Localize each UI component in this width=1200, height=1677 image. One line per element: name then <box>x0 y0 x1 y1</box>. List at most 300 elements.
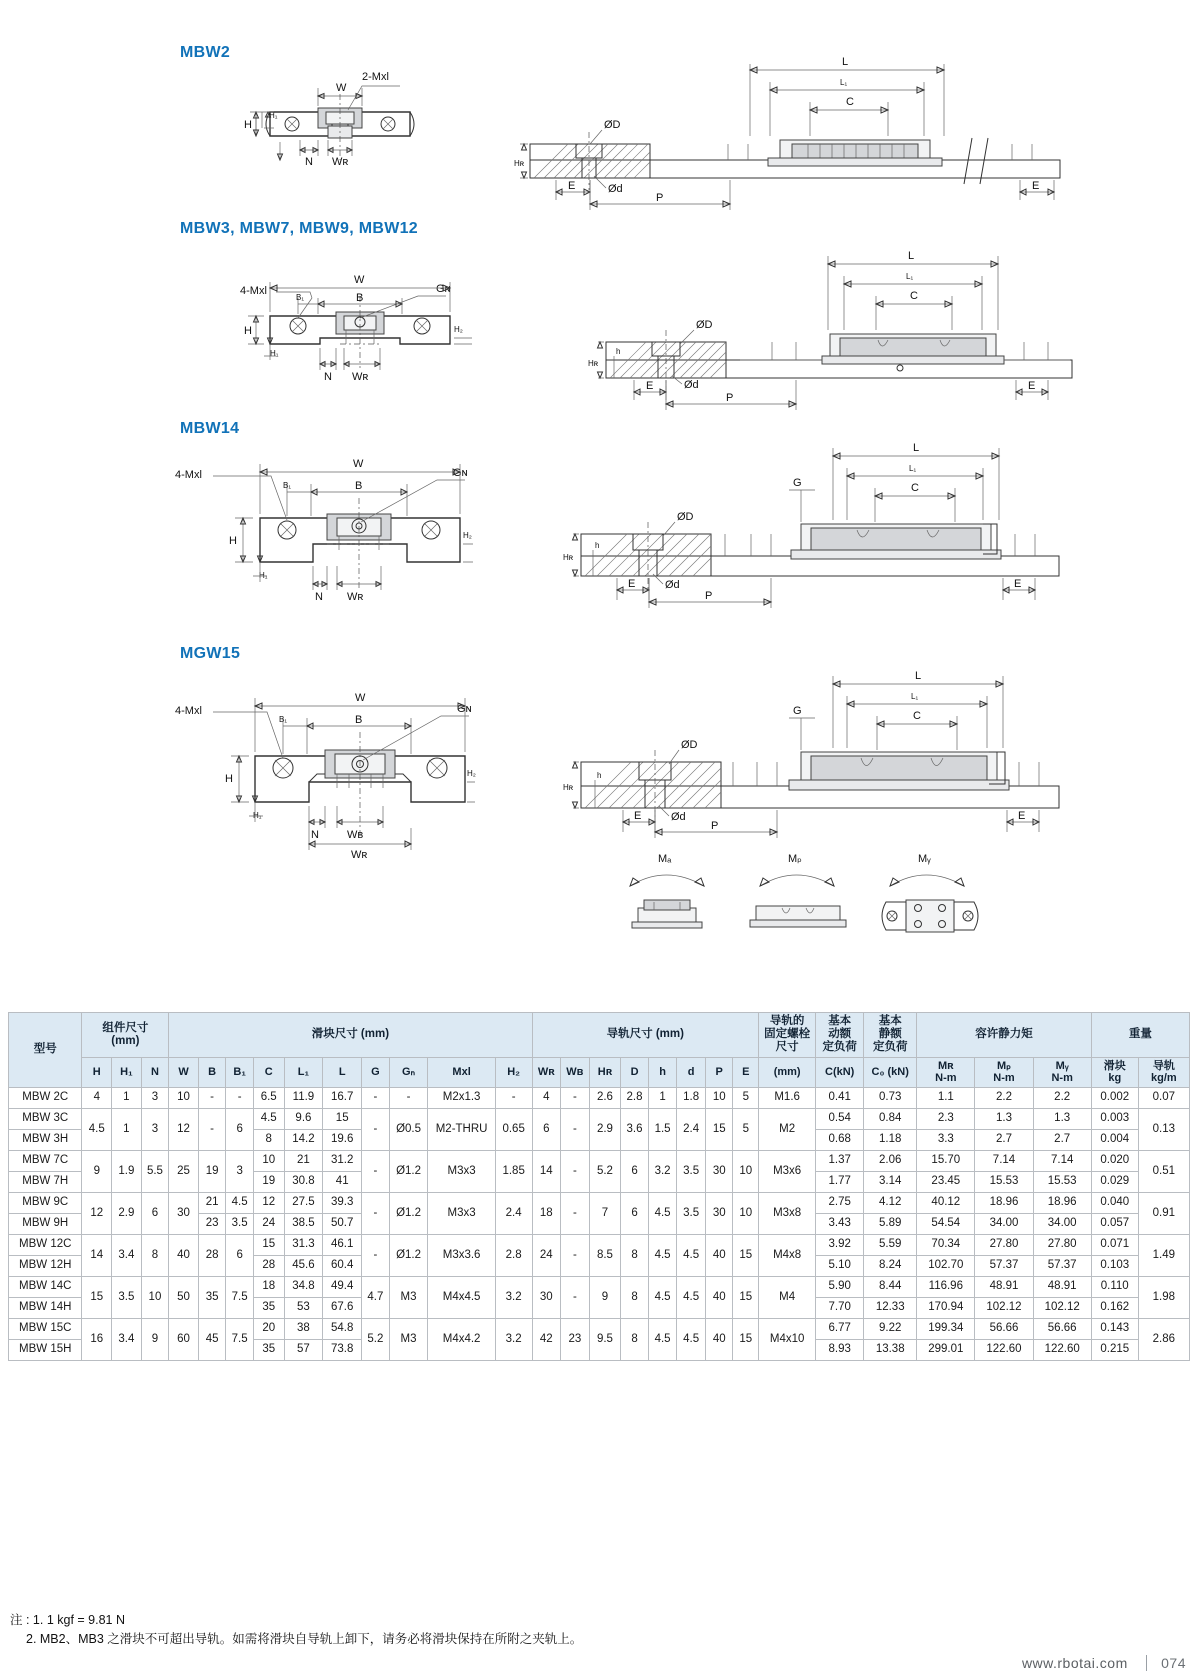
table-group-header-row <box>9 1013 1190 1058</box>
svg-text:E: E <box>1018 810 1026 822</box>
mgw15-side-view <box>563 660 1075 840</box>
th-H: H <box>82 1057 112 1087</box>
th-rail: 导轨尺寸 (mm) <box>532 1013 759 1058</box>
svg-text:H: H <box>229 535 237 547</box>
cell-weight-block: 0.162 <box>1091 1297 1138 1318</box>
cell-MP: 1.3 <box>975 1108 1033 1129</box>
cell-weight-block: 0.103 <box>1091 1255 1138 1276</box>
cell-WB: - <box>561 1087 590 1108</box>
cell-E: 10 <box>733 1150 759 1192</box>
cell-MY: 15.53 <box>1033 1171 1091 1192</box>
cell-bolt: M1.6 <box>759 1087 816 1108</box>
svg-text:Wʀ: Wʀ <box>347 591 364 603</box>
cell-G: - <box>362 1108 390 1150</box>
cell-weight-rail: 1.49 <box>1138 1234 1189 1276</box>
cell-Gn: Ø1.2 <box>389 1234 428 1276</box>
cell-bolt: M3x6 <box>759 1150 816 1192</box>
cell-N: 8 <box>141 1234 169 1276</box>
cell-P: 40 <box>705 1234 733 1276</box>
svg-text:L: L <box>842 56 849 68</box>
svg-text:N: N <box>324 371 332 383</box>
cell-D: 8 <box>621 1318 649 1360</box>
cell-P: 10 <box>705 1087 733 1108</box>
svg-text:L: L <box>915 670 922 682</box>
svg-text:H₁: H₁ <box>259 571 268 580</box>
svg-text:4-Mxl: 4-Mxl <box>175 705 202 717</box>
cell-MP: 56.66 <box>975 1318 1033 1339</box>
svg-text:G: G <box>793 705 802 717</box>
note-line-1: 注 : 1. 1 kgf = 9.81 N <box>10 1613 125 1627</box>
cell-bolt: M3x8 <box>759 1192 816 1234</box>
cell-MR: 170.94 <box>917 1297 975 1318</box>
cell-C-kN: 6.77 <box>816 1318 864 1339</box>
footer-page-number: 074 <box>1146 1655 1186 1671</box>
th-d: d <box>677 1057 706 1087</box>
cell-N: 3 <box>141 1108 169 1150</box>
cell-L: 31.2 <box>323 1150 362 1171</box>
cell-W: 60 <box>169 1318 199 1360</box>
cell-MR: 1.1 <box>917 1087 975 1108</box>
cell-model: MBW 9H <box>9 1213 82 1234</box>
cell-L: 67.6 <box>323 1297 362 1318</box>
note-line-2: 2. MB2、MB3 之滑块不可超出导轨。如需将滑块自导轨上卸下，请务必将滑块保持在所附之夹轨上。 <box>26 1632 583 1647</box>
table-row <box>9 1192 1190 1213</box>
cell-C: 15 <box>253 1234 284 1255</box>
cell-H1: 2.9 <box>112 1192 142 1234</box>
cell-WB: - <box>561 1192 590 1234</box>
cell-Gn: - <box>389 1087 428 1108</box>
cell-C: 28 <box>253 1255 284 1276</box>
cell-MP: 18.96 <box>975 1192 1033 1213</box>
table-notes <box>10 1611 582 1650</box>
svg-text:H: H <box>244 325 252 337</box>
svg-text:E: E <box>628 578 636 590</box>
svg-text:L₁: L₁ <box>840 78 848 87</box>
cell-B1: 4.5 <box>226 1192 254 1213</box>
cell-H: 16 <box>82 1318 112 1360</box>
cell-E: 5 <box>733 1108 759 1150</box>
cell-H2: 3.2 <box>495 1276 532 1318</box>
cell-d: 3.5 <box>677 1150 706 1192</box>
cell-L1: 30.8 <box>284 1171 323 1192</box>
cell-MP: 57.37 <box>975 1255 1033 1276</box>
cell-C0-kN: 3.14 <box>864 1171 917 1192</box>
cell-weight-block: 0.004 <box>1091 1129 1138 1150</box>
svg-text:L: L <box>908 250 915 262</box>
cell-N: 3 <box>141 1087 169 1108</box>
cell-WB: 23 <box>561 1318 590 1360</box>
cell-MR: 102.70 <box>917 1255 975 1276</box>
svg-text:N: N <box>305 156 313 168</box>
cell-C-kN: 1.37 <box>816 1150 864 1171</box>
cell-L: 60.4 <box>323 1255 362 1276</box>
svg-text:B₁: B₁ <box>296 293 305 302</box>
svg-text:B: B <box>355 714 363 726</box>
series-title-mbw2: MBW2 <box>180 44 231 61</box>
cell-G: - <box>362 1192 390 1234</box>
series-title-mbw14: MBW14 <box>180 420 240 437</box>
cell-model: MBW 12H <box>9 1255 82 1276</box>
cell-H1: 3.4 <box>112 1318 142 1360</box>
cell-weight-block: 0.029 <box>1091 1171 1138 1192</box>
cell-model: MBW 9C <box>9 1192 82 1213</box>
cell-D: 3.6 <box>621 1108 649 1150</box>
cell-weight-rail: 0.13 <box>1138 1108 1189 1150</box>
cell-B1: - <box>226 1087 254 1108</box>
cell-H2: 3.2 <box>495 1318 532 1360</box>
cell-L: 49.4 <box>323 1276 362 1297</box>
th-assembly: 组件尺寸 (mm) <box>82 1013 169 1058</box>
cell-WR: 6 <box>532 1108 561 1150</box>
cell-MP: 15.53 <box>975 1171 1033 1192</box>
mbw14-side-view <box>563 430 1075 610</box>
cell-bolt: M2 <box>759 1108 816 1150</box>
th-L: L <box>323 1057 362 1087</box>
cell-HR: 7 <box>589 1192 621 1234</box>
svg-text:P: P <box>656 192 664 204</box>
svg-text:L₁: L₁ <box>911 692 919 701</box>
cell-H1: 1 <box>112 1087 142 1108</box>
moment-label-mp: Mₚ <box>788 853 802 865</box>
cell-MY: 27.80 <box>1033 1234 1091 1255</box>
cell-L1: 27.5 <box>284 1192 323 1213</box>
th-D: D <box>621 1057 649 1087</box>
th-WR: Wʀ <box>532 1057 561 1087</box>
svg-text:B: B <box>356 292 364 304</box>
svg-text:Hʀ: Hʀ <box>563 783 574 792</box>
svg-text:N: N <box>315 591 323 603</box>
svg-text:H₂: H₂ <box>454 325 463 334</box>
th-weight: 重量 <box>1091 1013 1189 1058</box>
cell-HR: 2.9 <box>589 1108 621 1150</box>
cell-MY: 57.37 <box>1033 1255 1091 1276</box>
cell-B1: 7.5 <box>226 1276 254 1318</box>
series-title-mgw15: MGW15 <box>180 645 241 662</box>
cell-G: - <box>362 1234 390 1276</box>
cell-MR: 23.45 <box>917 1171 975 1192</box>
svg-text:Ød: Ød <box>671 811 686 823</box>
cell-MP: 27.80 <box>975 1234 1033 1255</box>
svg-text:E: E <box>1014 578 1022 590</box>
svg-text:2-Mxl: 2-Mxl <box>362 71 389 83</box>
cell-C: 35 <box>253 1339 284 1360</box>
cell-L1: 21 <box>284 1150 323 1171</box>
cell-weight-block: 0.071 <box>1091 1234 1138 1255</box>
cell-W: 12 <box>169 1108 199 1150</box>
cell-G: - <box>362 1087 390 1108</box>
svg-text:W: W <box>336 82 347 94</box>
mbw14-front-view <box>175 440 475 610</box>
th-bolt: 导轨的 固定螺栓 尺寸 <box>759 1013 816 1058</box>
cell-L1: 53 <box>284 1297 323 1318</box>
cell-h: 4.5 <box>648 1234 677 1276</box>
cell-P: 40 <box>705 1276 733 1318</box>
svg-text:ØD: ØD <box>696 319 713 331</box>
cell-D: 6 <box>621 1192 649 1234</box>
cell-W: 50 <box>169 1276 199 1318</box>
svg-text:W: W <box>355 692 366 704</box>
cell-HR: 2.6 <box>589 1087 621 1108</box>
svg-text:Hʀ: Hʀ <box>588 359 599 368</box>
svg-text:E: E <box>646 380 654 392</box>
cell-Mxl: M4x4.2 <box>428 1318 495 1360</box>
svg-text:L₁: L₁ <box>906 272 914 281</box>
moment-label-ma: Mₐ <box>658 853 672 865</box>
svg-text:ØD: ØD <box>677 511 694 523</box>
cell-Mxl: M3x3 <box>428 1192 495 1234</box>
page-footer <box>1022 1655 1186 1671</box>
table-row <box>9 1318 1190 1339</box>
cell-E: 5 <box>733 1087 759 1108</box>
cell-W: 40 <box>169 1234 199 1276</box>
cell-G: - <box>362 1150 390 1192</box>
cell-C0-kN: 1.18 <box>864 1129 917 1150</box>
svg-text:4-Mxl: 4-Mxl <box>240 285 267 297</box>
cell-L: 46.1 <box>323 1234 362 1255</box>
cell-model: MBW 15H <box>9 1339 82 1360</box>
cell-Gn: M3 <box>389 1276 428 1318</box>
cell-h: 4.5 <box>648 1276 677 1318</box>
svg-text:P: P <box>705 590 713 602</box>
cell-model: MBW 2C <box>9 1087 82 1108</box>
svg-text:Ød: Ød <box>665 579 680 591</box>
cell-MY: 18.96 <box>1033 1192 1091 1213</box>
cell-WB: - <box>561 1276 590 1318</box>
cell-d: 3.5 <box>677 1192 706 1234</box>
svg-text:H: H <box>244 119 252 131</box>
cell-L1: 31.3 <box>284 1234 323 1255</box>
th-C-kN: C(kN) <box>816 1057 864 1087</box>
spec-table <box>8 1012 1190 1361</box>
cell-weight-block: 0.020 <box>1091 1150 1138 1171</box>
svg-text:N: N <box>311 829 319 841</box>
cell-WR: 4 <box>532 1087 561 1108</box>
series-title-mbw3: MBW3, MBW7, MBW9, MBW12 <box>180 220 419 237</box>
cell-weight-block: 0.110 <box>1091 1276 1138 1297</box>
cell-L: 19.6 <box>323 1129 362 1150</box>
th-h: h <box>648 1057 677 1087</box>
cell-MY: 122.60 <box>1033 1339 1091 1360</box>
svg-text:H₁: H₁ <box>269 111 278 120</box>
th-moment: 容许静力矩 <box>917 1013 1092 1058</box>
cell-MY: 34.00 <box>1033 1213 1091 1234</box>
cell-L: 73.8 <box>323 1339 362 1360</box>
mbw2-side-view <box>514 40 1080 204</box>
cell-E: 15 <box>733 1276 759 1318</box>
cell-B: 21 <box>198 1192 226 1213</box>
cell-model: MBW 3H <box>9 1129 82 1150</box>
svg-text:H₂: H₂ <box>463 531 472 540</box>
svg-text:C: C <box>913 710 921 722</box>
th-HR: Hʀ <box>589 1057 621 1087</box>
cell-Mxl: M2x1.3 <box>428 1087 495 1108</box>
cell-model: MBW 15C <box>9 1318 82 1339</box>
cell-G: 4.7 <box>362 1276 390 1318</box>
cell-C0-kN: 13.38 <box>864 1339 917 1360</box>
cell-D: 8 <box>621 1276 649 1318</box>
svg-text:L₁: L₁ <box>909 464 917 473</box>
cell-C-kN: 3.92 <box>816 1234 864 1255</box>
cell-d: 4.5 <box>677 1234 706 1276</box>
svg-text:L: L <box>913 442 920 454</box>
cell-WR: 14 <box>532 1150 561 1192</box>
cell-C0-kN: 8.24 <box>864 1255 917 1276</box>
cell-H: 15 <box>82 1276 112 1318</box>
cell-model: MBW 12C <box>9 1234 82 1255</box>
cell-H1: 3.5 <box>112 1276 142 1318</box>
cell-Gn: Ø0.5 <box>389 1108 428 1150</box>
cell-MR: 15.70 <box>917 1150 975 1171</box>
cell-C: 12 <box>253 1192 284 1213</box>
svg-text:Wʀ: Wʀ <box>351 849 368 861</box>
svg-text:h: h <box>595 541 600 550</box>
cell-model: MBW 3C <box>9 1108 82 1129</box>
cell-MR: 2.3 <box>917 1108 975 1129</box>
cell-MP: 2.7 <box>975 1129 1033 1150</box>
cell-H2: 2.8 <box>495 1234 532 1276</box>
cell-MR: 3.3 <box>917 1129 975 1150</box>
cell-MY: 7.14 <box>1033 1150 1091 1171</box>
cell-C: 18 <box>253 1276 284 1297</box>
cell-HR: 5.2 <box>589 1150 621 1192</box>
cell-MP: 34.00 <box>975 1213 1033 1234</box>
cell-WR: 18 <box>532 1192 561 1234</box>
cell-MP: 102.12 <box>975 1297 1033 1318</box>
cell-C-kN: 3.43 <box>816 1213 864 1234</box>
cell-MY: 1.3 <box>1033 1108 1091 1129</box>
cell-L1: 9.6 <box>284 1108 323 1129</box>
svg-text:Ød: Ød <box>608 183 623 195</box>
cell-C0-kN: 0.84 <box>864 1108 917 1129</box>
cell-L1: 38.5 <box>284 1213 323 1234</box>
cell-weight-rail: 0.91 <box>1138 1192 1189 1234</box>
cell-weight-block: 0.040 <box>1091 1192 1138 1213</box>
cell-d: 4.5 <box>677 1318 706 1360</box>
cell-C0-kN: 4.12 <box>864 1192 917 1213</box>
cell-weight-block: 0.143 <box>1091 1318 1138 1339</box>
moment-label-my: Mᵧ <box>918 853 931 865</box>
svg-text:C: C <box>846 96 854 108</box>
cell-Mxl: M2-THRU <box>428 1108 495 1150</box>
cell-L: 16.7 <box>323 1087 362 1108</box>
cell-C-kN: 0.54 <box>816 1108 864 1129</box>
mgw15-front-view <box>175 670 476 861</box>
cell-B1: 6 <box>226 1234 254 1276</box>
cell-WR: 24 <box>532 1234 561 1276</box>
cell-Mxl: M3x3.6 <box>428 1234 495 1276</box>
svg-text:Gɴ: Gɴ <box>457 703 472 715</box>
svg-text:P: P <box>711 820 719 832</box>
th-MP: Mₚ N-m <box>975 1057 1033 1087</box>
cell-HR: 9 <box>589 1276 621 1318</box>
th-L1: L₁ <box>284 1057 323 1087</box>
cell-N: 6 <box>141 1192 169 1234</box>
th-B1: B₁ <box>226 1057 254 1087</box>
moment-diagrams <box>600 850 1020 970</box>
cell-D: 6 <box>621 1150 649 1192</box>
cell-C-kN: 0.68 <box>816 1129 864 1150</box>
th-P: P <box>705 1057 733 1087</box>
th-block: 滑块尺寸 (mm) <box>169 1013 532 1058</box>
cell-h: 1.5 <box>648 1108 677 1150</box>
cell-WB: - <box>561 1108 590 1150</box>
cell-MR: 70.34 <box>917 1234 975 1255</box>
cell-WR: 42 <box>532 1318 561 1360</box>
cell-B: - <box>198 1087 226 1108</box>
cell-H: 9 <box>82 1150 112 1192</box>
cell-WR: 30 <box>532 1276 561 1318</box>
cell-HR: 9.5 <box>589 1318 621 1360</box>
cell-weight-block: 0.002 <box>1091 1087 1138 1108</box>
cell-B1: 3 <box>226 1150 254 1192</box>
cell-L1: 57 <box>284 1339 323 1360</box>
cell-H1: 3.4 <box>112 1234 142 1276</box>
cell-weight-rail: 1.98 <box>1138 1276 1189 1318</box>
svg-text:W: W <box>354 274 365 286</box>
cell-H: 12 <box>82 1192 112 1234</box>
cell-B1: 7.5 <box>226 1318 254 1360</box>
cell-h: 4.5 <box>648 1318 677 1360</box>
cell-L1: 14.2 <box>284 1129 323 1150</box>
cell-L: 54.8 <box>323 1318 362 1339</box>
cell-H: 4 <box>82 1087 112 1108</box>
cell-C0-kN: 12.33 <box>864 1297 917 1318</box>
cell-Gn: M3 <box>389 1318 428 1360</box>
cell-L1: 34.8 <box>284 1276 323 1297</box>
mbw3-side-view <box>588 238 1080 404</box>
th-weight-block: 滑块 kg <box>1091 1057 1138 1087</box>
cell-MY: 56.66 <box>1033 1318 1091 1339</box>
th-Gn: Gₙ <box>389 1057 428 1087</box>
cell-weight-rail: 0.51 <box>1138 1150 1189 1192</box>
cell-N: 9 <box>141 1318 169 1360</box>
svg-text:B₁: B₁ <box>279 715 288 724</box>
cell-model: MBW 14H <box>9 1297 82 1318</box>
cell-MP: 48.91 <box>975 1276 1033 1297</box>
cell-E: 15 <box>733 1234 759 1276</box>
svg-text:Wʀ: Wʀ <box>332 156 349 168</box>
cell-MR: 40.12 <box>917 1192 975 1213</box>
cell-MR: 199.34 <box>917 1318 975 1339</box>
svg-text:G: G <box>793 477 802 489</box>
cell-h: 1 <box>648 1087 677 1108</box>
cell-C0-kN: 2.06 <box>864 1150 917 1171</box>
cell-B1: 3.5 <box>226 1213 254 1234</box>
th-model: 型号 <box>9 1013 82 1088</box>
cell-Mxl: M3x3 <box>428 1150 495 1192</box>
cell-B: - <box>198 1108 226 1150</box>
cell-C: 20 <box>253 1318 284 1339</box>
svg-text:H: H <box>225 773 233 785</box>
cell-MP: 122.60 <box>975 1339 1033 1360</box>
cell-H1: 1 <box>112 1108 142 1150</box>
cell-WB: - <box>561 1234 590 1276</box>
cell-d: 1.8 <box>677 1087 706 1108</box>
mbw2-front-view <box>240 60 440 195</box>
mbw3-front-view <box>240 252 480 392</box>
cell-model: MBW 7H <box>9 1171 82 1192</box>
svg-text:H₂: H₂ <box>467 769 476 778</box>
cell-C: 35 <box>253 1297 284 1318</box>
cell-bolt: M4 <box>759 1276 816 1318</box>
cell-H: 4.5 <box>82 1108 112 1150</box>
cell-B: 35 <box>198 1276 226 1318</box>
cell-L: 39.3 <box>323 1192 362 1213</box>
cell-H2: 2.4 <box>495 1192 532 1234</box>
svg-text:P: P <box>726 392 734 404</box>
cell-model: MBW 14C <box>9 1276 82 1297</box>
cell-B: 19 <box>198 1150 226 1192</box>
